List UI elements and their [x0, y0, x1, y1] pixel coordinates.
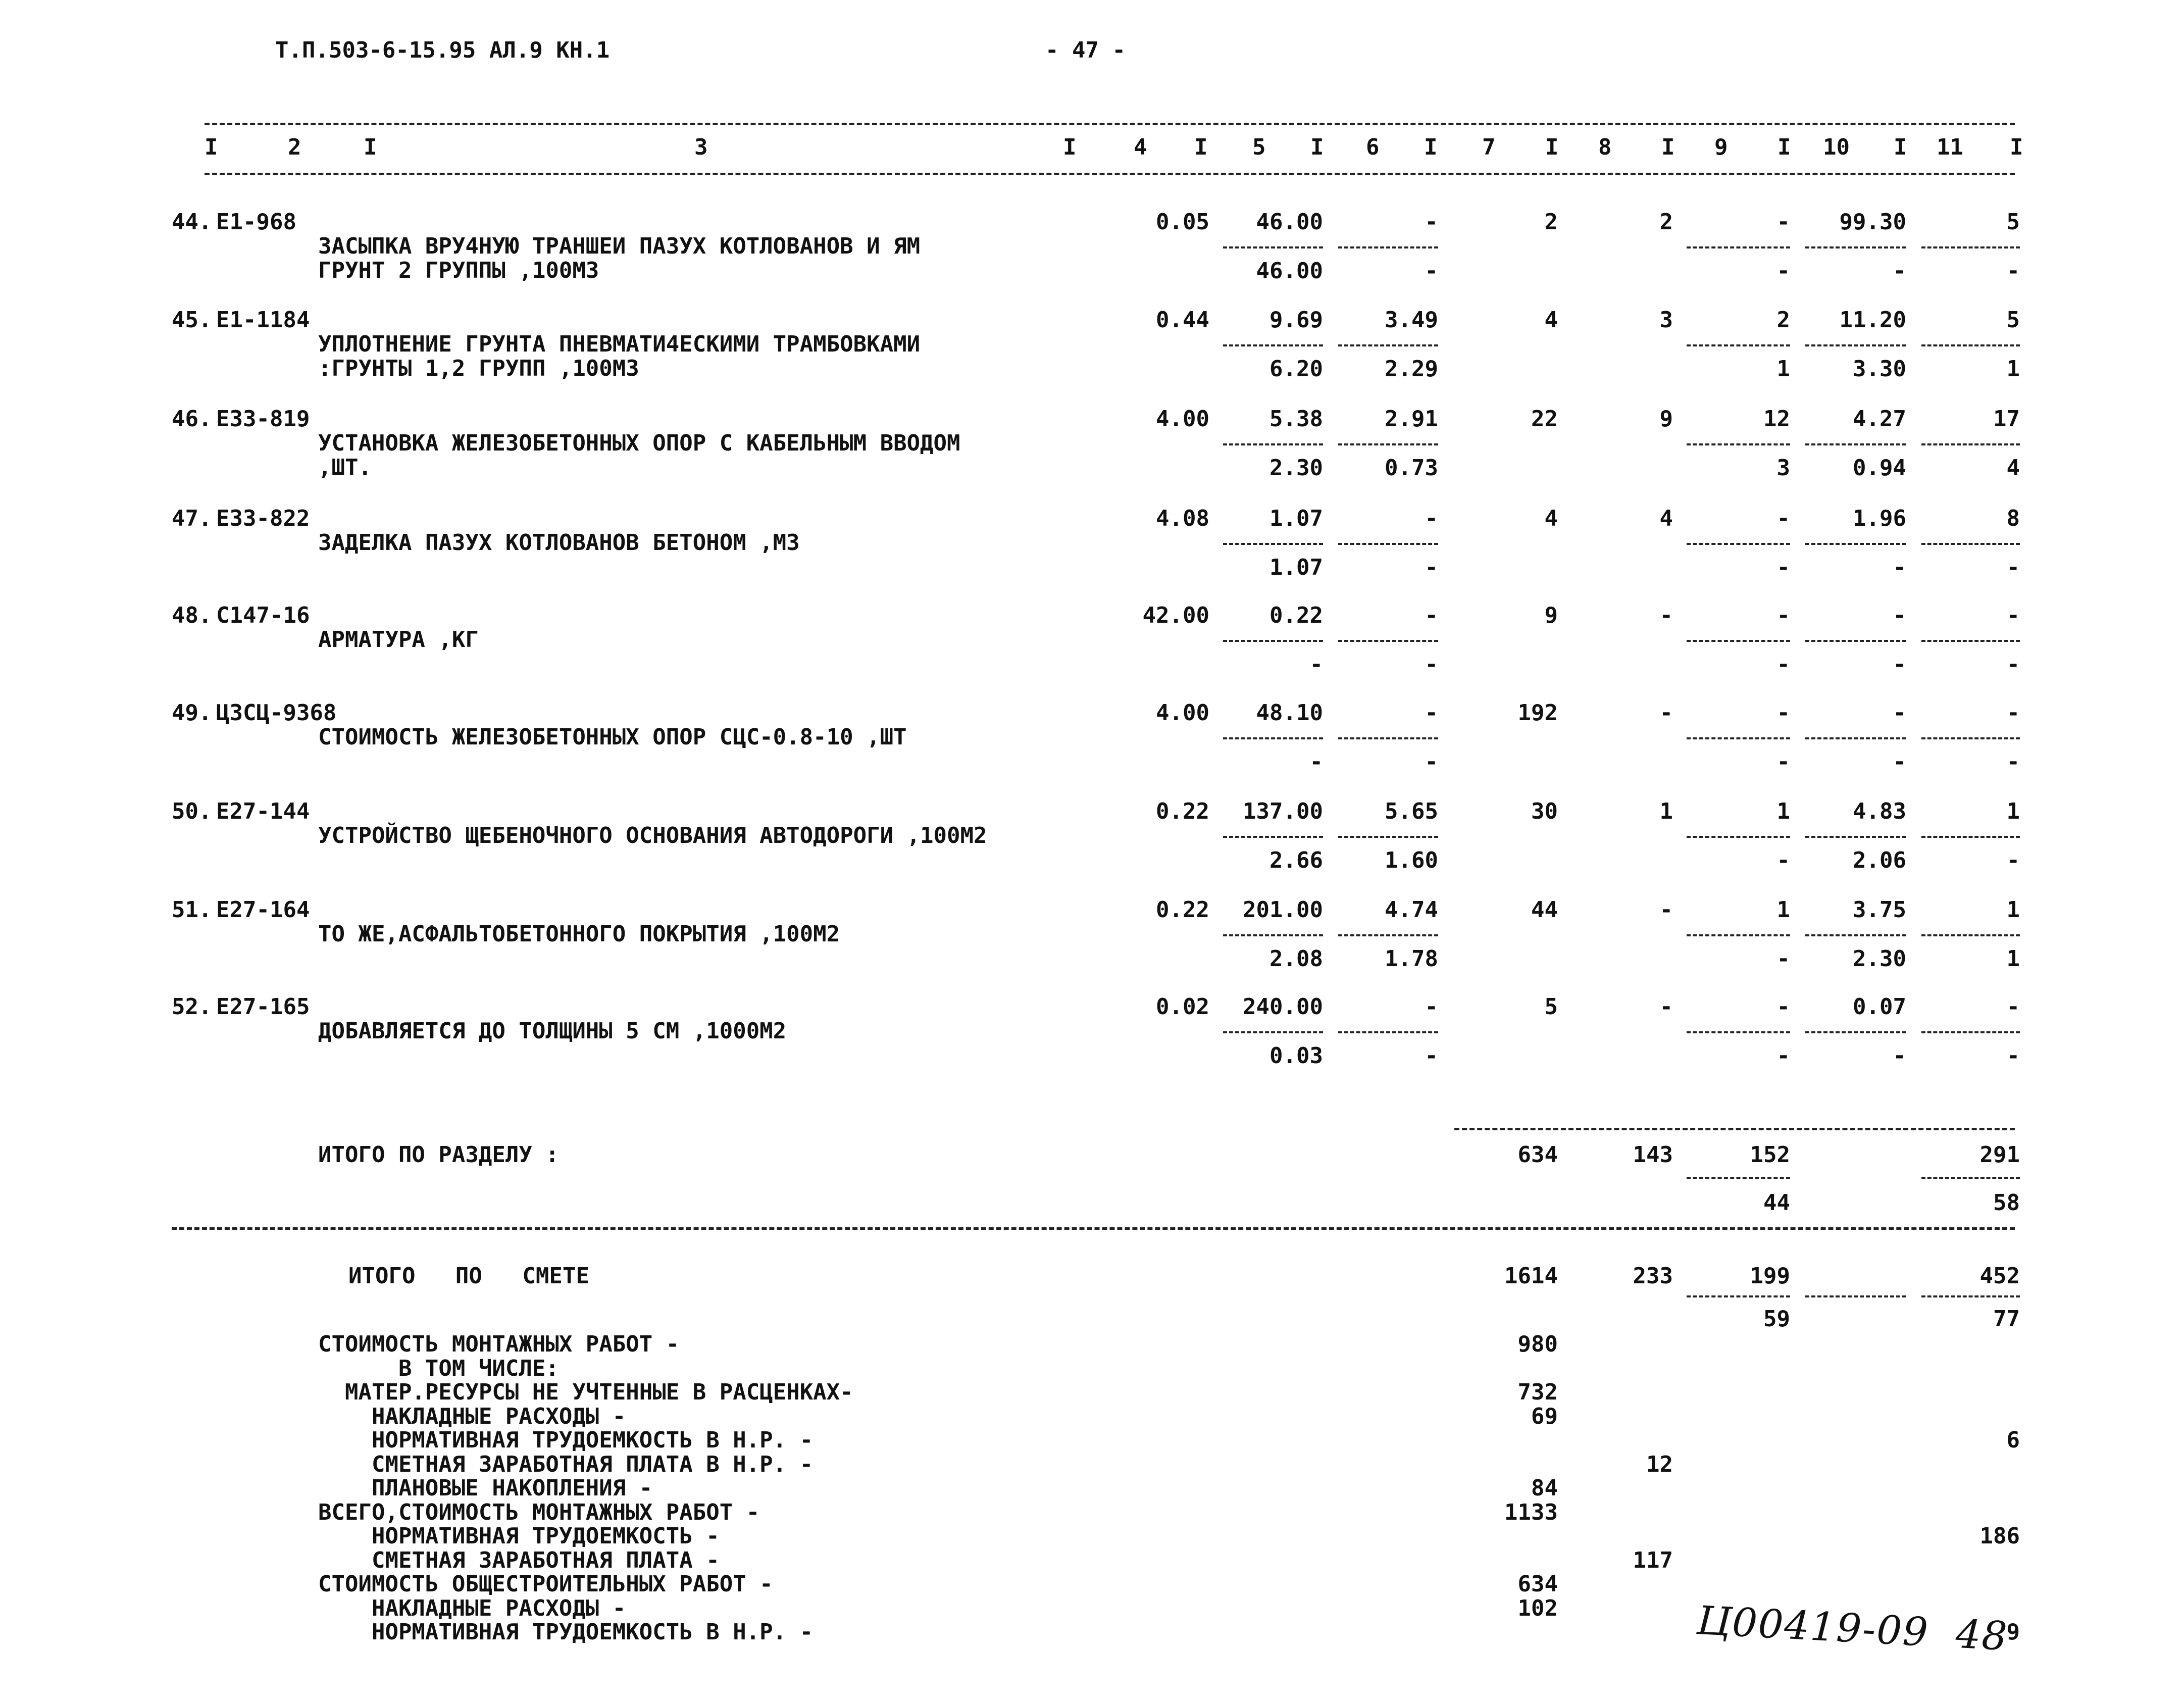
- cell-c11: 5: [2006, 307, 2020, 333]
- cell-c7: 9: [1544, 603, 1558, 628]
- cell-c4: 0.05: [1156, 209, 1209, 235]
- cell-c8: 4: [1659, 506, 1673, 531]
- estimate-total-divider: [1805, 1295, 1906, 1297]
- cell-divider-c5: [1223, 344, 1323, 346]
- column-separator: I: [1194, 134, 1208, 160]
- cell-divider-c11: [1921, 934, 2020, 936]
- cell-c10-lower: 3.30: [1853, 356, 1906, 382]
- cell-c7: 44: [1531, 897, 1558, 923]
- column-header: 7: [1482, 134, 1496, 160]
- cell-c5: 5.38: [1269, 406, 1323, 432]
- summary-value-c7: 732: [1517, 1379, 1558, 1405]
- row-code: Е27-164: [216, 897, 310, 923]
- cell-c5-lower: -: [1309, 749, 1323, 775]
- summary-value-c11: 9: [2006, 1619, 2020, 1645]
- cell-c4: 4.08: [1156, 506, 1209, 531]
- cell-c7: 4: [1544, 506, 1558, 531]
- cell-c11-lower: -: [2006, 555, 2020, 580]
- cell-c9: -: [1776, 209, 1790, 235]
- cell-c7: 22: [1531, 406, 1558, 432]
- cell-c10-lower: -: [1893, 1043, 1906, 1069]
- section-total-divider: [1687, 1177, 1790, 1179]
- cell-divider-c10: [1805, 443, 1906, 445]
- summary-value-c11: 6: [2006, 1427, 2020, 1453]
- row-number: 45.: [172, 307, 212, 333]
- cell-c10-lower: 2.06: [1853, 847, 1906, 873]
- cell-divider-c5: [1223, 1031, 1323, 1033]
- cell-c11-lower: -: [2006, 652, 2020, 677]
- cell-c10-lower: -: [1893, 555, 1906, 580]
- cell-c11-lower: -: [2006, 1043, 2020, 1069]
- column-header: 8: [1598, 134, 1612, 160]
- column-separator: I: [1777, 134, 1791, 160]
- cell-divider-c9: [1687, 640, 1790, 642]
- column-header: 3: [694, 134, 708, 160]
- summary-label: МАТЕР.РЕСУРСЫ НЕ УЧТЕННЫЕ В РАСЦЕНКАХ-: [318, 1379, 853, 1405]
- cell-c7: 2: [1544, 209, 1558, 235]
- cell-c5: 1.07: [1269, 506, 1323, 531]
- cell-c6: -: [1425, 209, 1438, 235]
- column-separator: I: [205, 134, 218, 160]
- cell-c4: 0.02: [1156, 994, 1209, 1020]
- cell-divider-c11: [1921, 836, 2020, 838]
- cell-c6-lower: -: [1425, 1043, 1438, 1069]
- cell-c11-lower: 1: [2006, 946, 2020, 972]
- section-total-divider: [1921, 1177, 2020, 1179]
- summary-label: СТОИМОСТЬ ОБЩЕСТРОИТЕЛЬНЫХ РАБОТ -: [318, 1571, 773, 1597]
- cell-c6: 3.49: [1385, 307, 1438, 333]
- row-description: ЗАДЕЛКА ПАЗУХ КОТЛОВАНОВ БЕТОНОМ ,М3: [318, 530, 800, 556]
- section-total-rule: [1454, 1128, 2015, 1130]
- cell-c11: 5: [2006, 209, 2020, 235]
- cell-c10: 4.27: [1853, 406, 1906, 432]
- cell-c9: 1: [1776, 798, 1790, 824]
- cell-c5-lower: 0.03: [1269, 1043, 1323, 1069]
- cell-divider-c10: [1805, 836, 1906, 838]
- cell-c10-lower: 0.94: [1853, 455, 1906, 481]
- cell-divider-c6: [1338, 934, 1438, 936]
- cell-divider-c9: [1687, 836, 1790, 838]
- cell-c6: 4.74: [1385, 897, 1438, 923]
- row-number: 46.: [172, 406, 212, 432]
- cell-c9: 12: [1763, 406, 1790, 432]
- cell-divider-c9: [1687, 1031, 1790, 1033]
- cell-c11-lower: -: [2006, 847, 2020, 873]
- column-separator: I: [364, 134, 377, 160]
- cell-c11-lower: 1: [2006, 356, 2020, 382]
- cell-c6: -: [1425, 506, 1438, 531]
- cell-divider-c6: [1338, 640, 1438, 642]
- cell-divider-c6: [1338, 344, 1438, 346]
- summary-label: НАКЛАДНЫЕ РАСХОДЫ -: [318, 1595, 626, 1621]
- cell-c11: -: [2006, 994, 2020, 1020]
- cell-c11-lower: -: [2006, 258, 2020, 284]
- summary-label: НОРМАТИВНАЯ ТРУДОЕМКОСТЬ -: [318, 1523, 720, 1549]
- cell-c8: 9: [1659, 406, 1673, 432]
- cell-c7: 5: [1544, 994, 1558, 1020]
- cell-c9-lower: -: [1776, 946, 1790, 972]
- cell-divider-c6: [1338, 246, 1438, 248]
- section-total-c9: 152: [1750, 1142, 1790, 1168]
- row-number: 52.: [172, 994, 212, 1020]
- header-top-rule: [205, 123, 2015, 125]
- cell-c10: 0.07: [1853, 994, 1906, 1020]
- cell-c9-lower: -: [1776, 652, 1790, 677]
- cell-c5-lower: 46.00: [1256, 258, 1323, 284]
- cell-c5-lower: 2.66: [1269, 847, 1323, 873]
- cell-c4: 0.44: [1156, 307, 1209, 333]
- cell-c5: 46.00: [1256, 209, 1323, 235]
- row-description: УСТРОЙСТВО ЩЕБЕНОЧНОГО ОСНОВАНИЯ АВТОДОРОГИ ,100М2: [318, 823, 987, 848]
- page-number: - 47 -: [1045, 37, 1126, 63]
- cell-c10: 1.96: [1853, 506, 1906, 531]
- cell-c4: 42.00: [1142, 603, 1209, 628]
- column-header: 5: [1252, 134, 1266, 160]
- estimate-total-label: ИТОГО ПО СМЕТЕ: [348, 1263, 589, 1289]
- cell-c8: -: [1659, 603, 1673, 628]
- row-code: ЦЗСЦ-9368: [216, 700, 337, 726]
- row-code: Е33-819: [216, 406, 310, 432]
- row-number: 47.: [172, 506, 212, 531]
- cell-c7: 192: [1517, 700, 1558, 726]
- estimate-total-c7: 1614: [1504, 1263, 1558, 1289]
- cell-c11: -: [2006, 603, 2020, 628]
- summary-value-c7: 84: [1531, 1475, 1558, 1501]
- cell-c6-lower: 1.60: [1385, 847, 1438, 873]
- cell-divider-c11: [1921, 543, 2020, 545]
- column-separator: I: [1310, 134, 1324, 160]
- cell-divider-c11: [1921, 246, 2020, 248]
- cell-c6: -: [1425, 994, 1438, 1020]
- row-description-line2: ,ШТ.: [318, 455, 372, 480]
- summary-label: СМЕТНАЯ ЗАРАБОТНАЯ ПЛАТА В Н.Р. -: [318, 1451, 814, 1477]
- column-separator: I: [2010, 134, 2023, 160]
- row-code: Е1-1184: [216, 307, 310, 333]
- column-separator: I: [1424, 134, 1438, 160]
- cell-c4: 4.00: [1156, 406, 1209, 432]
- summary-value-c7: 634: [1517, 1571, 1558, 1597]
- section-total-c9-lower: 44: [1763, 1190, 1790, 1216]
- cell-divider-c5: [1223, 934, 1323, 936]
- cell-c4: 0.22: [1156, 798, 1209, 824]
- cell-c7: 4: [1544, 307, 1558, 333]
- cell-c6-lower: 2.29: [1385, 356, 1438, 382]
- section-total-c7: 634: [1517, 1142, 1558, 1168]
- cell-divider-c5: [1223, 836, 1323, 838]
- cell-divider-c9: [1687, 543, 1790, 545]
- cell-c6: 2.91: [1385, 406, 1438, 432]
- column-separator: I: [1545, 134, 1559, 160]
- summary-value-c11: 186: [1979, 1523, 2020, 1549]
- cell-c9: 2: [1776, 307, 1790, 333]
- cell-divider-c9: [1687, 737, 1790, 739]
- cell-c5: 137.00: [1243, 798, 1323, 824]
- cell-c11: 17: [1993, 406, 2020, 432]
- cell-c6: -: [1425, 603, 1438, 628]
- estimate-total-c11-lower: 77: [1993, 1306, 2020, 1332]
- section-end-rule: [172, 1227, 2015, 1230]
- cell-divider-c9: [1687, 344, 1790, 346]
- cell-divider-c11: [1921, 443, 2020, 445]
- row-code: Е27-144: [216, 798, 310, 824]
- column-header: 10: [1823, 134, 1850, 160]
- row-number: 49.: [172, 700, 212, 726]
- cell-c11: 1: [2006, 897, 2020, 923]
- cell-c5-lower: 2.30: [1269, 455, 1323, 481]
- column-header: 2: [288, 134, 301, 160]
- summary-value-c7: 980: [1517, 1331, 1558, 1357]
- row-code: С147-16: [216, 603, 310, 628]
- cell-c9: 1: [1776, 897, 1790, 923]
- cell-divider-c10: [1805, 934, 1906, 936]
- cell-divider-c5: [1223, 543, 1323, 545]
- row-description: ЗАСЫПКА ВРУ4НУЮ ТРАНШЕИ ПАЗУХ КОТЛОВАНОВ И ЯМ: [318, 233, 921, 259]
- cell-c11-lower: 4: [2006, 455, 2020, 481]
- row-number: 50.: [172, 798, 212, 824]
- row-description: АРМАТУРА ,КГ: [318, 627, 479, 653]
- column-separator: I: [1661, 134, 1675, 160]
- cell-c6-lower: -: [1425, 652, 1438, 677]
- section-total-c8: 143: [1633, 1142, 1673, 1168]
- cell-divider-c10: [1805, 1031, 1906, 1033]
- cell-c8: -: [1659, 700, 1673, 726]
- column-separator: I: [1063, 134, 1077, 160]
- cell-divider-c5: [1223, 737, 1323, 739]
- section-total-label: ИТОГО ПО РАЗДЕЛУ :: [318, 1142, 559, 1168]
- summary-label: ПЛАНОВЫЕ НАКОПЛЕНИЯ -: [318, 1475, 653, 1501]
- column-header: 11: [1937, 134, 1963, 160]
- cell-c10: -: [1893, 700, 1906, 726]
- cell-c11: 8: [2006, 506, 2020, 531]
- cell-c9: -: [1776, 506, 1790, 531]
- cell-c5: 9.69: [1269, 307, 1323, 333]
- cell-c11: -: [2006, 700, 2020, 726]
- cell-c6-lower: -: [1425, 555, 1438, 580]
- row-code: Е1-968: [216, 209, 296, 235]
- row-description: УСТАНОВКА ЖЕЛЕЗОБЕТОННЫХ ОПОР С КАБЕЛЬНЫМ ВВОДОМ: [318, 430, 960, 456]
- cell-divider-c11: [1921, 737, 2020, 739]
- column-header: 4: [1134, 134, 1147, 160]
- summary-value-c8: 117: [1633, 1547, 1673, 1573]
- cell-c9: -: [1776, 700, 1790, 726]
- cell-divider-c11: [1921, 640, 2020, 642]
- cell-c5-lower: 6.20: [1269, 356, 1323, 382]
- summary-value-c8: 12: [1646, 1451, 1673, 1477]
- cell-c9: -: [1776, 603, 1790, 628]
- cell-divider-c6: [1338, 443, 1438, 445]
- cell-c5: 240.00: [1243, 994, 1323, 1020]
- cell-c5: 48.10: [1256, 700, 1323, 726]
- cell-divider-c11: [1921, 1031, 2020, 1033]
- cell-divider-c6: [1338, 836, 1438, 838]
- document-reference: Т.П.503-6-15.95 АЛ.9 КН.1: [275, 37, 610, 63]
- cell-divider-c6: [1338, 543, 1438, 545]
- cell-c10: 11.20: [1839, 307, 1906, 333]
- cell-c6-lower: 1.78: [1385, 946, 1438, 972]
- summary-value-c7: 69: [1531, 1403, 1558, 1429]
- cell-divider-c5: [1223, 246, 1323, 248]
- column-header: 6: [1366, 134, 1380, 160]
- cell-c10: -: [1893, 603, 1906, 628]
- cell-divider-c6: [1338, 737, 1438, 739]
- summary-label: НАКЛАДНЫЕ РАСХОДЫ -: [318, 1403, 626, 1429]
- summary-label: НОРМАТИВНАЯ ТРУДОЕМКОСТЬ В Н.Р. -: [318, 1427, 814, 1453]
- cell-divider-c11: [1921, 344, 2020, 346]
- cell-c6-lower: -: [1425, 258, 1438, 284]
- cell-divider-c6: [1338, 1031, 1438, 1033]
- cell-c10-lower: 2.30: [1853, 946, 1906, 972]
- summary-label: НОРМАТИВНАЯ ТРУДОЕМКОСТЬ В Н.Р. -: [318, 1619, 814, 1645]
- cell-c9-lower: 1: [1776, 356, 1790, 382]
- row-description: СТОИМОСТЬ ЖЕЛЕЗОБЕТОННЫХ ОПОР СЦС-0.8-10 ,ШТ: [318, 724, 907, 750]
- summary-label: СТОИМОСТЬ МОНТАЖНЫХ РАБОТ -: [318, 1331, 680, 1357]
- row-code: Е33-822: [216, 506, 310, 531]
- section-total-c11: 291: [1979, 1142, 2020, 1168]
- cell-divider-c10: [1805, 344, 1906, 346]
- row-description-line2: ГРУНТ 2 ГРУППЫ ,100М3: [318, 258, 599, 283]
- column-header: 9: [1714, 134, 1728, 160]
- cell-c6-lower: 0.73: [1385, 455, 1438, 481]
- summary-value-c7: 1133: [1504, 1499, 1558, 1525]
- cell-c5: 201.00: [1243, 897, 1323, 923]
- estimate-total-c9: 199: [1750, 1263, 1790, 1289]
- cell-c8: -: [1659, 994, 1673, 1020]
- cell-c9-lower: -: [1776, 555, 1790, 580]
- cell-c9-lower: -: [1776, 749, 1790, 775]
- cell-c11: 1: [2006, 798, 2020, 824]
- estimate-total-divider: [1921, 1295, 2020, 1297]
- row-code: Е27-165: [216, 994, 310, 1020]
- cell-divider-c10: [1805, 737, 1906, 739]
- cell-c9-lower: 3: [1776, 455, 1790, 481]
- cell-divider-c9: [1687, 246, 1790, 248]
- cell-c10: 4.83: [1853, 798, 1906, 824]
- cell-divider-c9: [1687, 934, 1790, 936]
- estimate-total-c8: 233: [1633, 1263, 1673, 1289]
- cell-c5-lower: -: [1309, 652, 1323, 677]
- cell-c9: -: [1776, 994, 1790, 1020]
- row-description: ТО ЖЕ,АСФАЛЬТОБЕТОННОГО ПОКРЫТИЯ ,100М2: [318, 921, 840, 947]
- cell-c6: -: [1425, 700, 1438, 726]
- cell-c9-lower: -: [1776, 1043, 1790, 1069]
- cell-divider-c5: [1223, 443, 1323, 445]
- row-number: 44.: [172, 209, 212, 235]
- cell-divider-c5: [1223, 640, 1323, 642]
- cell-c10: 3.75: [1853, 897, 1906, 923]
- cell-c6: 5.65: [1385, 798, 1438, 824]
- cell-c8: -: [1659, 897, 1673, 923]
- cell-c4: 4.00: [1156, 700, 1209, 726]
- cell-c5-lower: 1.07: [1269, 555, 1323, 580]
- cell-c8: 1: [1659, 798, 1673, 824]
- cell-c9-lower: -: [1776, 258, 1790, 284]
- cell-c5: 0.22: [1269, 603, 1323, 628]
- cell-c5-lower: 2.08: [1269, 946, 1323, 972]
- row-number: 51.: [172, 897, 212, 923]
- cell-c10-lower: -: [1893, 749, 1906, 775]
- row-description: УПЛОТНЕНИЕ ГРУНТА ПНЕВМАТИ4ЕСКИМИ ТРАМБОВКАМИ: [318, 331, 921, 357]
- cell-divider-c10: [1805, 543, 1906, 545]
- cell-c8: 2: [1659, 209, 1673, 235]
- row-number: 48.: [172, 603, 212, 628]
- estimate-total-c9-lower: 59: [1763, 1306, 1790, 1332]
- column-separator: I: [1894, 134, 1907, 160]
- cell-c4: 0.22: [1156, 897, 1209, 923]
- cell-c6-lower: -: [1425, 749, 1438, 775]
- summary-label: ВСЕГО,СТОИМОСТЬ МОНТАЖНЫХ РАБОТ -: [318, 1499, 760, 1525]
- estimate-total-c11: 452: [1979, 1263, 2020, 1289]
- cell-c10-lower: -: [1893, 652, 1906, 677]
- cell-c11-lower: -: [2006, 749, 2020, 775]
- cell-c10: 99.30: [1839, 209, 1906, 235]
- estimate-total-divider: [1687, 1295, 1790, 1297]
- summary-label: СМЕТНАЯ ЗАРАБОТНАЯ ПЛАТА -: [318, 1547, 720, 1573]
- cell-divider-c10: [1805, 640, 1906, 642]
- cell-c8: 3: [1659, 307, 1673, 333]
- header-bottom-rule: [205, 173, 2015, 175]
- cell-divider-c10: [1805, 246, 1906, 248]
- summary-label: В ТОМ ЧИСЛЕ:: [318, 1355, 559, 1381]
- row-description-line2: :ГРУНТЫ 1,2 ГРУПП ,100М3: [318, 356, 639, 381]
- handwritten-code: Ц00419-09 48: [1696, 1597, 2009, 1660]
- cell-c9-lower: -: [1776, 847, 1790, 873]
- cell-c10-lower: -: [1893, 258, 1906, 284]
- summary-value-c7: 102: [1517, 1595, 1558, 1621]
- section-total-c11-lower: 58: [1993, 1190, 2020, 1216]
- row-description: ДОБАВЛЯЕТСЯ ДО ТОЛЩИНЫ 5 СМ ,1000М2: [318, 1018, 787, 1044]
- cell-divider-c9: [1687, 443, 1790, 445]
- cell-c7: 30: [1531, 798, 1558, 824]
